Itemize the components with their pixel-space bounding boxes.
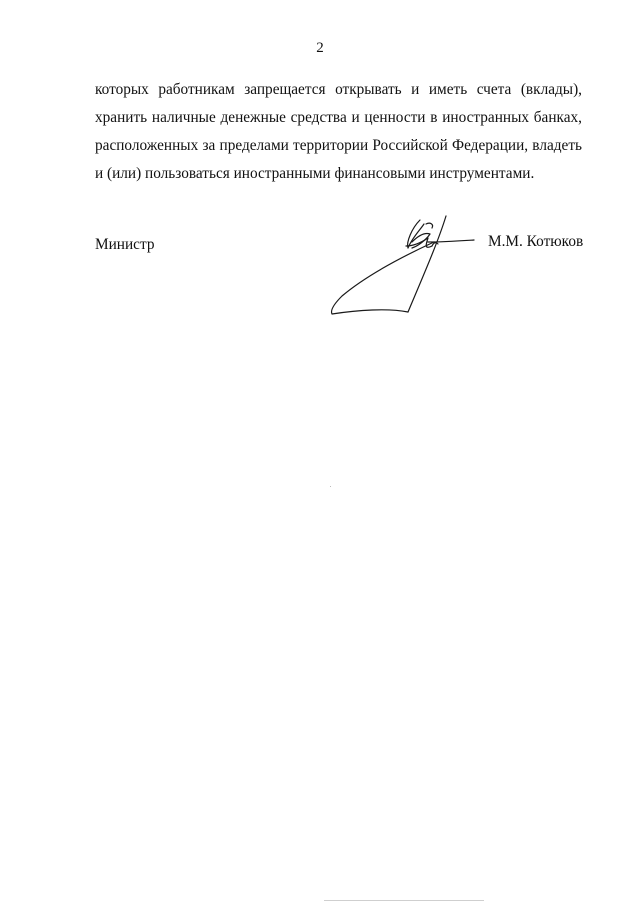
body-line: расположенных за пределами территории Российской Федерации, владеть: [95, 137, 582, 154]
body-paragraph: [95, 76, 582, 188]
signatory-role: Министр: [95, 236, 155, 253]
page-number: 2: [316, 40, 324, 56]
bottom-scan-edge: [324, 900, 484, 901]
scan-speck: [330, 486, 331, 487]
body-line: которых работникам запрещается открывать и иметь счета (вклады),: [95, 81, 582, 98]
body-line: и (или) пользоваться иностранными финансовыми инструментами.: [95, 165, 535, 182]
handwritten-signature-icon: [328, 212, 478, 322]
signatory-name: М.М. Котюков: [488, 233, 584, 250]
body-line: хранить наличные денежные средства и ценности в иностранных банках,: [95, 109, 582, 126]
